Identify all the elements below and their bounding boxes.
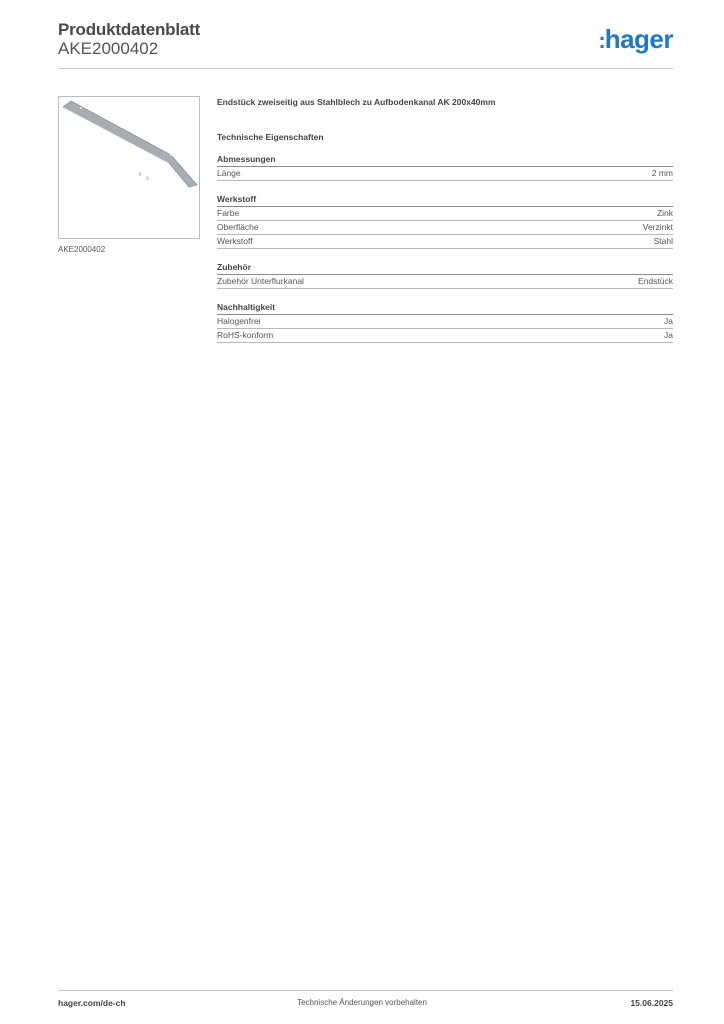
spec-label: Länge — [217, 168, 241, 178]
logo-text: hager — [604, 24, 673, 54]
spec-row — [217, 329, 673, 343]
group-title: Werkstoff — [217, 194, 673, 207]
footer-notice: Technische Änderungen vorbehalten — [297, 998, 427, 1007]
group-abmessungen — [217, 154, 673, 181]
group-title: Abmessungen — [217, 154, 673, 167]
page-title: Produktdatenblatt — [58, 20, 201, 39]
spec-row — [217, 275, 673, 289]
spec-value: Ja — [664, 330, 673, 340]
group-zubehoer — [217, 262, 673, 289]
spec-label: Oberfläche — [217, 222, 259, 232]
spec-label: Werkstoff — [217, 236, 253, 246]
page-header — [58, 20, 673, 70]
spec-value: Stahl — [653, 236, 673, 246]
group-werkstoff — [217, 194, 673, 249]
group-nachhaltigkeit — [217, 302, 673, 343]
spec-label: Farbe — [217, 208, 240, 218]
header-divider — [58, 68, 673, 69]
footer-website: hager.com/de-ch — [58, 998, 126, 1008]
hager-logo — [598, 26, 673, 54]
logo-colon-icon: : — [598, 28, 605, 53]
spec-value: 2 mm — [651, 168, 673, 178]
footer-divider — [58, 990, 673, 991]
spec-row — [217, 221, 673, 235]
spec-value: Ja — [664, 316, 673, 326]
spec-row — [217, 207, 673, 221]
product-image — [58, 96, 200, 239]
footer-date: 15.06.2025 — [630, 998, 673, 1008]
product-details — [217, 96, 673, 343]
spec-label: Zubehör Unterflurkanal — [217, 276, 304, 286]
technical-heading: Technische Eigenschaften — [217, 132, 324, 142]
end-piece-illustration-icon — [59, 97, 199, 238]
spec-row — [217, 235, 673, 249]
spec-label: RoHS-konform — [217, 330, 274, 340]
spec-value: Endstück — [638, 276, 673, 286]
group-title: Nachhaltigkeit — [217, 302, 673, 315]
spec-value: Zink — [656, 208, 673, 218]
image-caption: AKE2000402 — [58, 245, 106, 254]
group-title: Zubehör — [217, 262, 673, 275]
spec-row — [217, 315, 673, 329]
spec-value: Verzinkt — [642, 222, 673, 232]
spec-row — [217, 167, 673, 181]
product-code-heading: AKE2000402 — [58, 39, 159, 58]
product-description: Endstück zweiseitig aus Stahlblech zu Aufbodenkanal AK 200x40mm — [217, 97, 496, 107]
spec-label: Halogenfrei — [217, 316, 261, 326]
